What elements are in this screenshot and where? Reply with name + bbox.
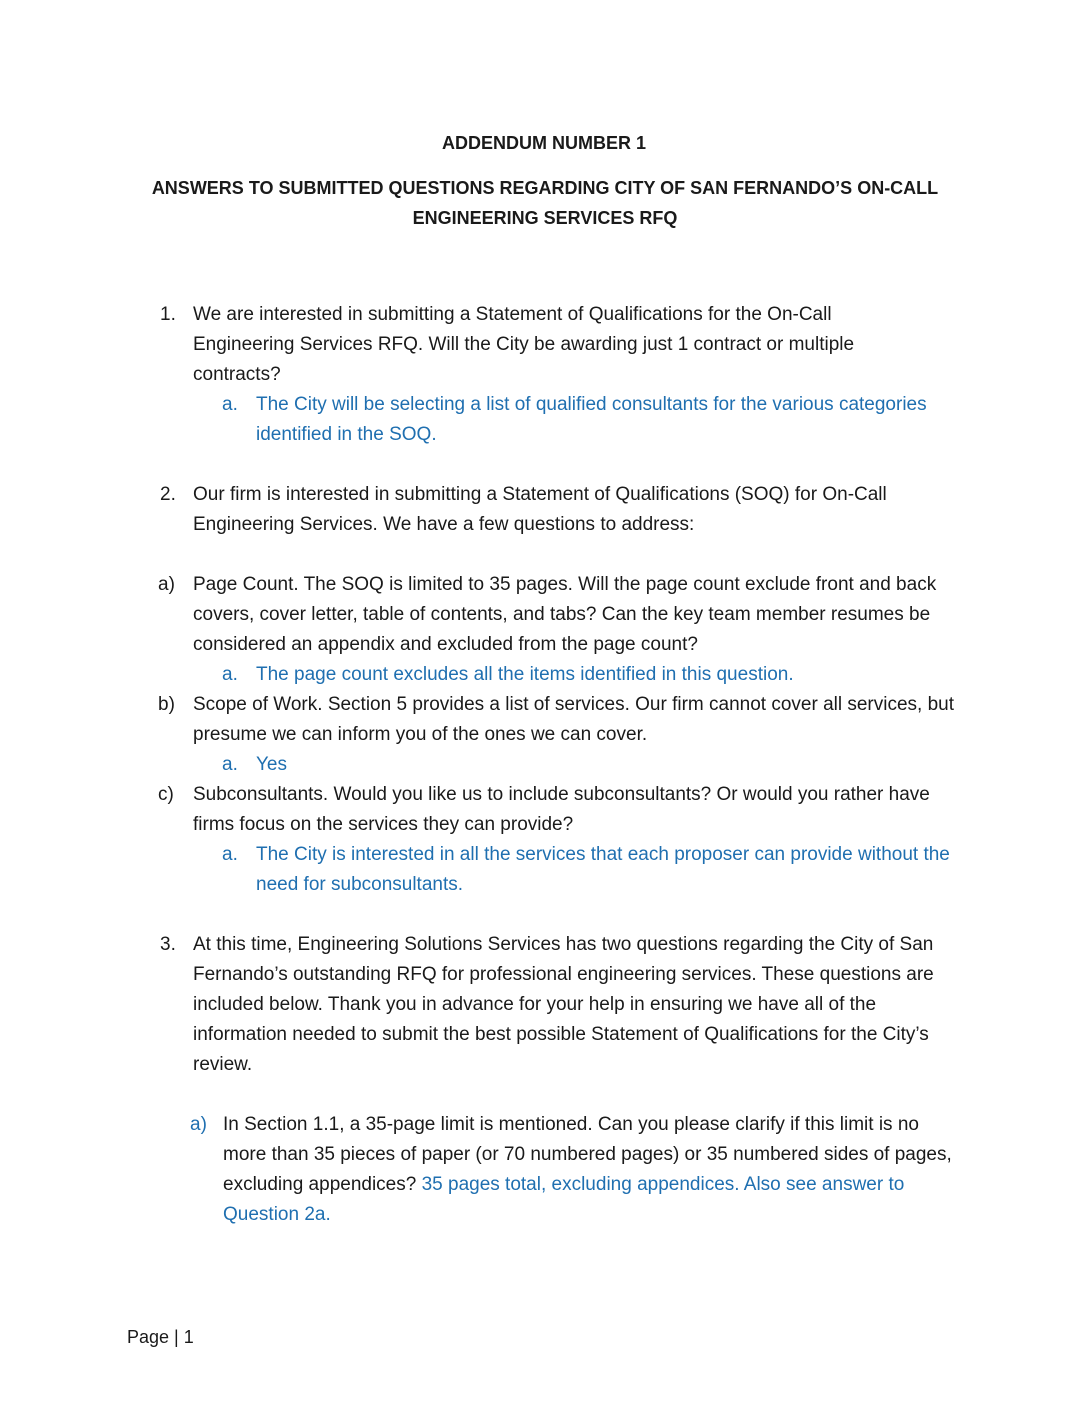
question-text: Our firm is interested in submitting a Statement of Qualifications (SOQ) for On-Call Engineering Services. We have a few questions to address: <box>193 484 887 535</box>
question-number: 3. <box>160 934 176 955</box>
answer-text: Yes <box>256 754 287 775</box>
item-text: Page Count. The SOQ is limited to 35 pages. Will the page count exclude front and back covers, cover letter, table of contents, and tabs? Can the key team member resumes be considered an appendix and excluded from the page count? <box>193 574 937 655</box>
answer-text: The City will be selecting a list of qualified consultants for the various categories identified in the SOQ. <box>256 394 927 445</box>
page-number: Page | 1 <box>127 1327 194 1347</box>
answer-marker: a. <box>222 844 238 865</box>
item-marker: a) <box>190 1114 207 1135</box>
item-text: In Section 1.1, a 35-page limit is mentioned. Can you please clarify if this limit is no more than 35 pieces of paper (or 70 numbered pages) or 35 numbered sides of pages, excluding appendices? <box>223 1114 952 1195</box>
answer-text: The page count excludes all the items identified in this question. <box>256 664 794 685</box>
answer-marker: a. <box>222 754 238 775</box>
item-marker: a) <box>158 574 175 595</box>
question-number: 2. <box>160 484 176 505</box>
item-text: Scope of Work. Section 5 provides a list of services. Our firm cannot cover all services, but presume we can inform you of the ones we can cover. <box>193 694 955 745</box>
item-text: Subconsultants. Would you like us to include subconsultants? Or would you rather have firms focus on the services they can provide? <box>193 784 930 835</box>
document-title: ADDENDUM NUMBER 1 <box>441 133 646 153</box>
document-subtitle: ANSWERS TO SUBMITTED QUESTIONS REGARDING CITY OF SAN FERNANDO’S ON-CALL ENGINEERING SERVICES RFQ <box>151 178 939 228</box>
question-number: 1. <box>160 304 176 325</box>
question-text: At this time, Engineering Solutions Services has two questions regarding the City of San Fernando’s outstanding RFQ for professional engineering services. These questions are included below. Thank you in advance for your help in ensuring we have all of the information needed to submit the best possible Statement of Qualifications for the City’s review. <box>193 934 934 1075</box>
item-marker: b) <box>158 694 175 715</box>
item-text-with-answer <box>223 1110 960 1230</box>
answer-marker: a. <box>222 664 238 685</box>
question-text: We are interested in submitting a Statement of Qualifications for the On-Call Engineering Services RFQ. Will the City be awarding just 1 contract or multiple contracts? <box>193 304 855 385</box>
item-marker: c) <box>158 784 174 805</box>
answer-text: 35 pages total, excluding appendices. Also see answer to Question 2a. <box>223 1174 905 1225</box>
answer-marker: a. <box>222 394 238 415</box>
answer-text: The City is interested in all the services that each proposer can provide without the need for subconsultants. <box>256 844 950 895</box>
